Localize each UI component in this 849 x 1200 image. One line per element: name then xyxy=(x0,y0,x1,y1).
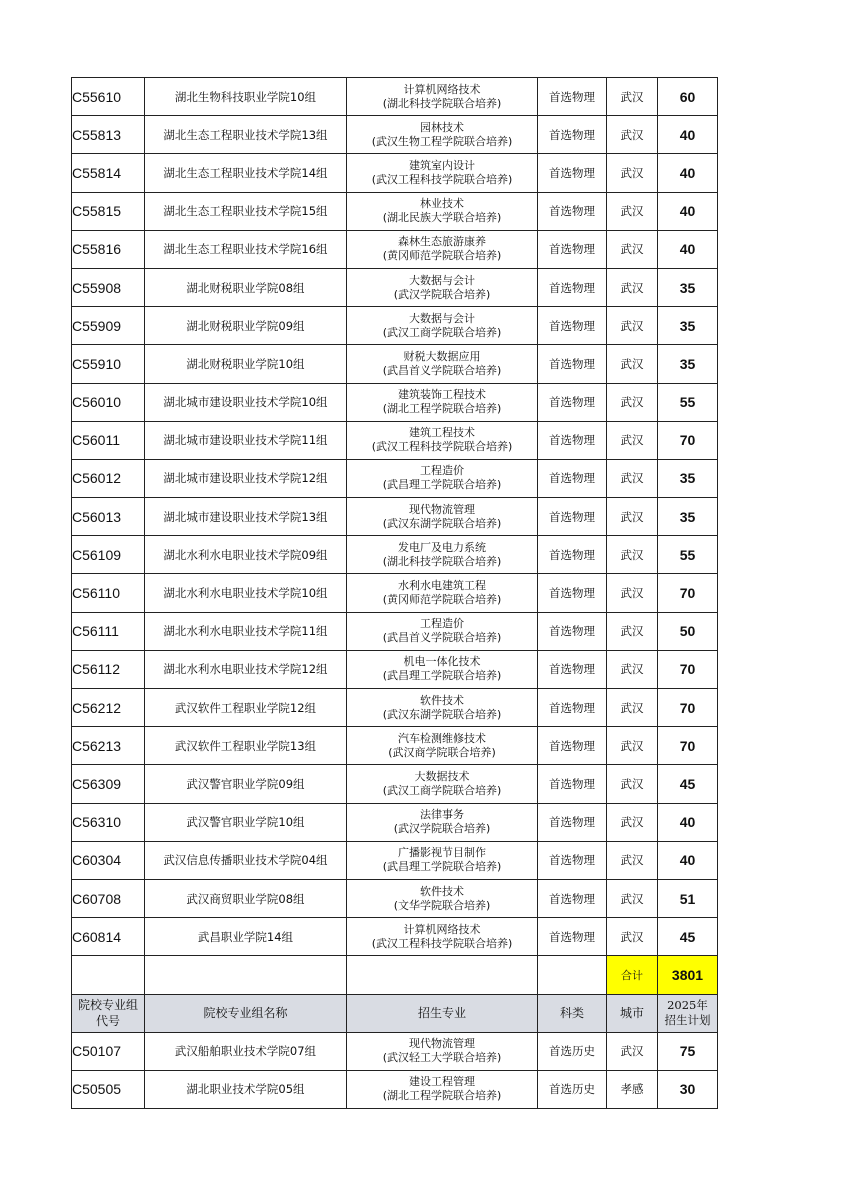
city-cell: 武汉 xyxy=(607,230,658,268)
header-city: 城市 xyxy=(607,994,658,1032)
group-code-cell: C56112 xyxy=(72,650,145,688)
subject-cell: 首选物理 xyxy=(538,192,607,230)
plan-count-cell: 40 xyxy=(658,116,718,154)
plan-count-cell: 55 xyxy=(658,536,718,574)
major-cell xyxy=(347,1070,538,1108)
plan-count-cell: 35 xyxy=(658,307,718,345)
major-name: 法律事务 xyxy=(420,808,464,822)
major-name: 建筑装饰工程技术 xyxy=(398,388,486,402)
major-name: 现代物流管理 xyxy=(409,1037,475,1051)
group-name-cell: 武汉商贸职业学院08组 xyxy=(145,879,347,917)
group-code-cell: C56310 xyxy=(72,803,145,841)
major-cell xyxy=(347,803,538,841)
major-name: 发电厂及电力系统 xyxy=(398,540,486,554)
major-name: 机电一体化技术 xyxy=(403,655,481,669)
empty-cell xyxy=(72,956,145,994)
table-row xyxy=(72,1070,718,1108)
city-cell: 武汉 xyxy=(607,689,658,727)
major-name: 大数据与会计 xyxy=(409,273,475,287)
group-code-cell: C56012 xyxy=(72,459,145,497)
major-cell xyxy=(347,116,538,154)
major-name: 林业技术 xyxy=(420,197,464,211)
subject-cell: 首选物理 xyxy=(538,230,607,268)
partner-school: (武汉东湖学院联合培养) xyxy=(382,707,502,721)
table-row xyxy=(72,612,718,650)
subject-cell: 首选物理 xyxy=(538,918,607,956)
group-name-cell: 湖北生态工程职业技术学院13组 xyxy=(145,116,347,154)
group-name-cell: 湖北财税职业学院09组 xyxy=(145,307,347,345)
group-code-cell: C55813 xyxy=(72,116,145,154)
group-name-cell: 湖北生态工程职业技术学院14组 xyxy=(145,154,347,192)
table-row xyxy=(72,1032,718,1070)
plan-count-cell: 70 xyxy=(658,421,718,459)
partner-school: (武昌理工学院联合培养) xyxy=(382,669,502,683)
group-name-cell: 湖北城市建设职业技术学院12组 xyxy=(145,459,347,497)
major-name: 计算机网络技术 xyxy=(403,922,481,936)
enrollment-plan-table xyxy=(71,77,718,1109)
subject-cell: 首选物理 xyxy=(538,498,607,536)
header-name: 院校专业组名称 xyxy=(145,994,347,1032)
table-row xyxy=(72,230,718,268)
group-name-cell: 武汉软件工程职业学院13组 xyxy=(145,727,347,765)
city-cell: 武汉 xyxy=(607,612,658,650)
partner-school: (武汉学院联合培养) xyxy=(393,287,491,301)
subject-cell: 首选物理 xyxy=(538,459,607,497)
group-name-cell: 武汉警官职业学院09组 xyxy=(145,765,347,803)
major-name: 建筑室内设计 xyxy=(409,158,475,172)
table-row xyxy=(72,498,718,536)
major-cell xyxy=(347,650,538,688)
city-cell: 武汉 xyxy=(607,192,658,230)
group-name-cell: 武汉信息传播职业技术学院04组 xyxy=(145,841,347,879)
major-name: 大数据与会计 xyxy=(409,311,475,325)
table-row xyxy=(72,574,718,612)
partner-school: (武汉生物工程学院联合培养) xyxy=(371,134,513,148)
city-cell: 武汉 xyxy=(607,459,658,497)
major-cell xyxy=(347,727,538,765)
group-code-cell: C56010 xyxy=(72,383,145,421)
table-row xyxy=(72,918,718,956)
partner-school: (武汉工商学院联合培养) xyxy=(382,783,502,797)
subject-cell: 首选物理 xyxy=(538,421,607,459)
group-name-cell: 湖北城市建设职业技术学院10组 xyxy=(145,383,347,421)
partner-school: (湖北科技学院联合培养) xyxy=(382,96,502,110)
partner-school: (湖北科技学院联合培养) xyxy=(382,554,502,568)
major-name: 园林技术 xyxy=(420,120,464,134)
major-name: 软件技术 xyxy=(420,693,464,707)
plan-count-cell: 40 xyxy=(658,803,718,841)
group-code-cell: C55908 xyxy=(72,268,145,306)
plan-count-cell: 40 xyxy=(658,192,718,230)
plan-count-cell: 30 xyxy=(658,1070,718,1108)
major-name: 大数据技术 xyxy=(414,769,470,783)
group-code-cell: C56109 xyxy=(72,536,145,574)
major-name: 计算机网络技术 xyxy=(403,82,481,96)
city-cell: 武汉 xyxy=(607,879,658,917)
group-code-cell: C55816 xyxy=(72,230,145,268)
table-row xyxy=(72,689,718,727)
table-row xyxy=(72,116,718,154)
group-name-cell: 湖北生态工程职业技术学院16组 xyxy=(145,230,347,268)
partner-school: (武汉商学院联合培养) xyxy=(388,745,496,759)
table-row xyxy=(72,268,718,306)
plan-count-cell: 40 xyxy=(658,230,718,268)
group-code-cell: C50107 xyxy=(72,1032,145,1070)
city-cell: 武汉 xyxy=(607,727,658,765)
partner-school: (武昌首义学院联合培养) xyxy=(382,631,502,645)
empty-cell xyxy=(145,956,347,994)
partner-school: (黄冈师范学院联合培养) xyxy=(382,593,502,607)
major-cell xyxy=(347,689,538,727)
partner-school: (武汉工商学院联合培养) xyxy=(382,325,502,339)
plan-count-cell: 50 xyxy=(658,612,718,650)
subject-cell: 首选物理 xyxy=(538,689,607,727)
plan-count-cell: 75 xyxy=(658,1032,718,1070)
table-row xyxy=(72,803,718,841)
subject-cell: 首选物理 xyxy=(538,78,607,116)
major-name: 广播影视节目制作 xyxy=(398,846,486,860)
city-cell: 武汉 xyxy=(607,498,658,536)
plan-count-cell: 35 xyxy=(658,268,718,306)
group-name-cell: 武汉软件工程职业学院12组 xyxy=(145,689,347,727)
plan-count-cell: 70 xyxy=(658,574,718,612)
group-code-cell: C56213 xyxy=(72,727,145,765)
subject-cell: 首选物理 xyxy=(538,268,607,306)
table-row xyxy=(72,459,718,497)
major-cell xyxy=(347,192,538,230)
major-cell xyxy=(347,383,538,421)
major-cell xyxy=(347,765,538,803)
city-cell: 武汉 xyxy=(607,765,658,803)
header-major: 招生专业 xyxy=(347,994,538,1032)
major-cell xyxy=(347,574,538,612)
plan-count-cell: 40 xyxy=(658,154,718,192)
table-total-section xyxy=(72,956,718,1032)
group-code-cell: C56013 xyxy=(72,498,145,536)
group-name-cell: 武汉警官职业学院10组 xyxy=(145,803,347,841)
table-row xyxy=(72,307,718,345)
partner-school: (武汉轻工大学联合培养) xyxy=(382,1051,502,1065)
subject-cell: 首选历史 xyxy=(538,1032,607,1070)
subject-cell: 首选物理 xyxy=(538,612,607,650)
table-row xyxy=(72,841,718,879)
column-header-row xyxy=(72,994,718,1032)
major-name: 现代物流管理 xyxy=(409,502,475,516)
plan-count-cell: 51 xyxy=(658,879,718,917)
group-code-cell: C55815 xyxy=(72,192,145,230)
header-code xyxy=(72,994,145,1032)
table-row xyxy=(72,154,718,192)
partner-school: (武昌理工学院联合培养) xyxy=(382,478,502,492)
partner-school: (武汉东湖学院联合培养) xyxy=(382,516,502,530)
table-row xyxy=(72,78,718,116)
major-cell xyxy=(347,1032,538,1070)
group-name-cell: 湖北水利水电职业技术学院11组 xyxy=(145,612,347,650)
major-name: 汽车检测维修技术 xyxy=(398,731,486,745)
major-name: 工程造价 xyxy=(420,464,464,478)
major-cell xyxy=(347,841,538,879)
major-cell xyxy=(347,459,538,497)
subject-cell: 首选物理 xyxy=(538,116,607,154)
plan-count-cell: 45 xyxy=(658,918,718,956)
group-code-cell: C56212 xyxy=(72,689,145,727)
city-cell: 武汉 xyxy=(607,421,658,459)
group-code-cell: C56309 xyxy=(72,765,145,803)
city-cell: 武汉 xyxy=(607,841,658,879)
total-label: 合计 xyxy=(607,956,658,994)
group-name-cell: 湖北生物科技职业学院10组 xyxy=(145,78,347,116)
city-cell: 武汉 xyxy=(607,574,658,612)
city-cell: 武汉 xyxy=(607,268,658,306)
group-name-cell: 湖北城市建设职业技术学院13组 xyxy=(145,498,347,536)
table-row xyxy=(72,192,718,230)
city-cell: 武汉 xyxy=(607,345,658,383)
group-name-cell: 武汉船舶职业技术学院07组 xyxy=(145,1032,347,1070)
plan-count-cell: 35 xyxy=(658,498,718,536)
table-row xyxy=(72,345,718,383)
partner-school: (武汉工程科技学院联合培养) xyxy=(371,172,513,186)
partner-school: (湖北民族大学联合培养) xyxy=(382,211,502,225)
major-cell xyxy=(347,612,538,650)
subject-cell: 首选物理 xyxy=(538,345,607,383)
subject-cell: 首选物理 xyxy=(538,879,607,917)
city-cell: 武汉 xyxy=(607,116,658,154)
major-name: 建筑工程技术 xyxy=(409,426,475,440)
group-code-cell: C55909 xyxy=(72,307,145,345)
plan-count-cell: 35 xyxy=(658,459,718,497)
city-cell: 武汉 xyxy=(607,154,658,192)
major-cell xyxy=(347,345,538,383)
major-cell xyxy=(347,879,538,917)
group-code-cell: C55814 xyxy=(72,154,145,192)
subject-cell: 首选物理 xyxy=(538,650,607,688)
group-name-cell: 湖北生态工程职业技术学院15组 xyxy=(145,192,347,230)
table-body-history xyxy=(72,1032,718,1108)
subject-cell: 首选物理 xyxy=(538,841,607,879)
city-cell: 武汉 xyxy=(607,650,658,688)
major-cell xyxy=(347,154,538,192)
group-code-cell: C60814 xyxy=(72,918,145,956)
group-code-cell: C56011 xyxy=(72,421,145,459)
plan-count-cell: 45 xyxy=(658,765,718,803)
major-name: 水利水电建筑工程 xyxy=(398,579,486,593)
subject-cell: 首选物理 xyxy=(538,307,607,345)
group-code-cell: C55610 xyxy=(72,78,145,116)
partner-school: (文华学院联合培养) xyxy=(393,898,491,912)
plan-count-cell: 60 xyxy=(658,78,718,116)
city-cell: 武汉 xyxy=(607,803,658,841)
table-row xyxy=(72,650,718,688)
city-cell: 武汉 xyxy=(607,307,658,345)
city-cell: 武汉 xyxy=(607,383,658,421)
major-name: 工程造价 xyxy=(420,617,464,631)
total-row xyxy=(72,956,718,994)
city-cell: 武汉 xyxy=(607,918,658,956)
major-name: 软件技术 xyxy=(420,884,464,898)
header-plan-line1: 2025年 xyxy=(667,998,708,1013)
major-cell xyxy=(347,421,538,459)
partner-school: (湖北工程学院联合培养) xyxy=(382,402,502,416)
total-value: 3801 xyxy=(658,956,718,994)
major-name: 森林生态旅游康养 xyxy=(398,235,486,249)
subject-cell: 首选物理 xyxy=(538,383,607,421)
major-cell xyxy=(347,268,538,306)
plan-count-cell: 70 xyxy=(658,689,718,727)
city-cell: 孝感 xyxy=(607,1070,658,1108)
group-code-cell: C56110 xyxy=(72,574,145,612)
subject-cell: 首选物理 xyxy=(538,574,607,612)
subject-cell: 首选物理 xyxy=(538,765,607,803)
plan-count-cell: 35 xyxy=(658,345,718,383)
group-code-cell: C50505 xyxy=(72,1070,145,1108)
partner-school: (武汉工程科技学院联合培养) xyxy=(371,440,513,454)
partner-school: (武汉学院联合培养) xyxy=(393,822,491,836)
group-code-cell: C56111 xyxy=(72,612,145,650)
table-row xyxy=(72,536,718,574)
major-cell xyxy=(347,230,538,268)
table-row xyxy=(72,879,718,917)
city-cell: 武汉 xyxy=(607,78,658,116)
plan-count-cell: 70 xyxy=(658,650,718,688)
plan-count-cell: 70 xyxy=(658,727,718,765)
city-cell: 武汉 xyxy=(607,1032,658,1070)
subject-cell: 首选历史 xyxy=(538,1070,607,1108)
subject-cell: 首选物理 xyxy=(538,536,607,574)
major-cell xyxy=(347,918,538,956)
header-plan-line2: 招生计划 xyxy=(664,1013,711,1028)
group-name-cell: 湖北财税职业学院08组 xyxy=(145,268,347,306)
partner-school: (武汉工程科技学院联合培养) xyxy=(371,936,513,950)
group-name-cell: 武昌职业学院14组 xyxy=(145,918,347,956)
subject-cell: 首选物理 xyxy=(538,154,607,192)
major-name: 建设工程管理 xyxy=(409,1075,475,1089)
plan-count-cell: 40 xyxy=(658,841,718,879)
city-cell: 武汉 xyxy=(607,536,658,574)
group-code-cell: C60708 xyxy=(72,879,145,917)
group-name-cell: 湖北财税职业学院10组 xyxy=(145,345,347,383)
table-row xyxy=(72,765,718,803)
subject-cell: 首选物理 xyxy=(538,803,607,841)
partner-school: (武昌首义学院联合培养) xyxy=(382,363,502,377)
empty-cell xyxy=(538,956,607,994)
table-body-physics xyxy=(72,78,718,956)
group-name-cell: 湖北职业技术学院05组 xyxy=(145,1070,347,1108)
table-row xyxy=(72,421,718,459)
group-name-cell: 湖北水利水电职业技术学院12组 xyxy=(145,650,347,688)
major-cell xyxy=(347,307,538,345)
partner-school: (黄冈师范学院联合培养) xyxy=(382,249,502,263)
major-cell xyxy=(347,78,538,116)
major-name: 财税大数据应用 xyxy=(403,349,481,363)
subject-cell: 首选物理 xyxy=(538,727,607,765)
header-plan xyxy=(658,994,718,1032)
partner-school: (湖北工程学院联合培养) xyxy=(382,1089,502,1103)
header-subject: 科类 xyxy=(538,994,607,1032)
group-name-cell: 湖北城市建设职业技术学院11组 xyxy=(145,421,347,459)
table-row xyxy=(72,383,718,421)
major-cell xyxy=(347,498,538,536)
empty-cell xyxy=(347,956,538,994)
partner-school: (武昌理工学院联合培养) xyxy=(382,860,502,874)
table-row xyxy=(72,727,718,765)
group-code-cell: C60304 xyxy=(72,841,145,879)
plan-count-cell: 55 xyxy=(658,383,718,421)
header-code-line2: 代号 xyxy=(95,1014,120,1029)
group-name-cell: 湖北水利水电职业技术学院10组 xyxy=(145,574,347,612)
group-name-cell: 湖北水利水电职业技术学院09组 xyxy=(145,536,347,574)
major-cell xyxy=(347,536,538,574)
header-code-line1: 院校专业组 xyxy=(77,998,138,1013)
group-code-cell: C55910 xyxy=(72,345,145,383)
